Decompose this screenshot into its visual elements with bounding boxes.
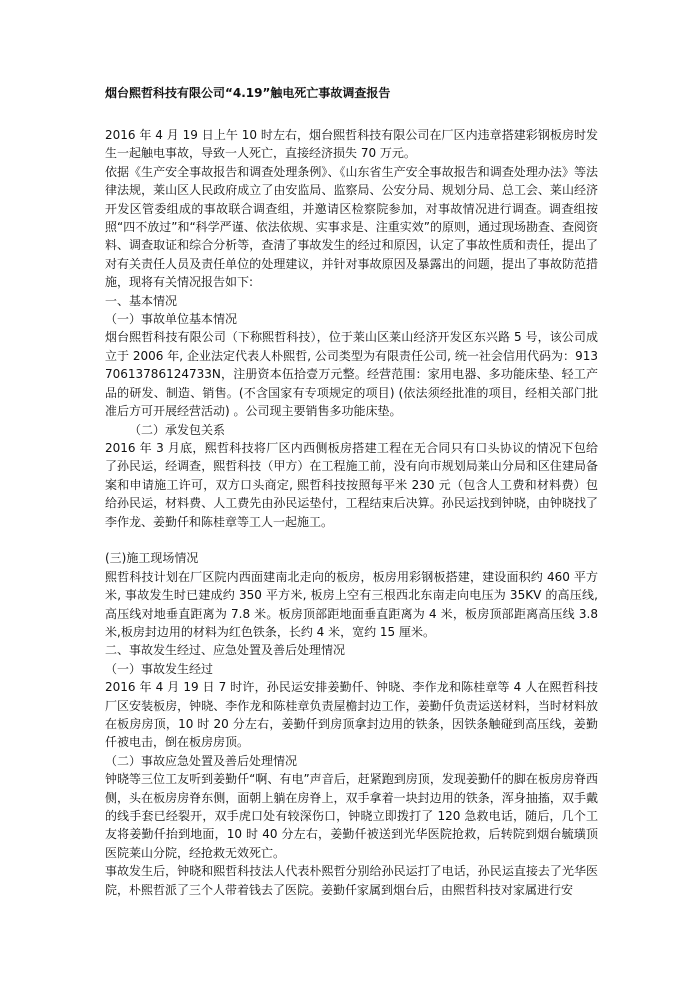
document-body: [105, 126, 598, 899]
heading-basic-info: 一、基本情况: [105, 293, 178, 308]
heading-accident-process: 二、事故发生经过、应急处置及善后处理情况: [105, 643, 346, 658]
subheading-emergency: （二）事故应急处置及善后处理情况: [105, 753, 298, 768]
paragraph-accident-process: 2016 年 4 月 19 日 7 时许，孙民运安排姜勤仟、钟晓、李作龙和陈桂章等 4 人在熙哲科技厂区安装板房，钟晓、李作龙和陈桂章负责屋檐封边工作，姜勤仟负责运送材料，当时材料放在板房房顶，10 时 20 分左右，姜勤仟到房顶拿封边用的铁条，因铁条触碰到高压线，姜勤仟被电击，倒在板房房顶。: [105, 680, 598, 750]
paragraph-contract: 2016 年 3 月底，熙哲科技将厂区内西侧板房搭建工程在无合同只有口头协议的情况下包给了孙民运，经调查，熙哲科技（甲方）在工程施工前，没有向市规划局莱山分局和区住建局备案和申请施工许可，双方口头商定, 熙哲科技按照每平米 230 元（包含人工费和材料费）包给孙民运，材料费、人工费先由孙民运垫付，工程结束后决算。孙民运找到钟晓，由钟晓找了李作龙、姜勤仟和陈桂章等工人一起施工。: [105, 440, 598, 529]
paragraph-summary: 2016 年 4 月 19 日上午 10 时左右，烟台熙哲科技有限公司在厂区内违章搭建彩钢板房时发生一起触电事故，导致一人死亡，直接经济损失 70 万元。: [105, 128, 598, 161]
paragraph-company-info: 烟台熙哲科技有限公司（下称熙哲科技），位于莱山区莱山经济开发区东兴路 5 号，该公司成立于 2006 年, 企业法定代表人朴熙哲, 公司类型为有限责任公司, 统一社会信用代码为：91370613786124733N，注册资本伍拾壹万元整。经营范围：家用电器、多功能床垫、轻工产品的研发、制造、销售。(不含国家有专项规定的项目) (依法须经批准的项目，经相关部门批准后方可开展经营活动) 。公司现主要销售多功能床垫。: [105, 330, 598, 419]
subheading-contract: （二）承发包关系: [129, 422, 226, 437]
paragraph-site: 熙哲科技计划在厂区院内西面建南北走向的板房，板房用彩钢板搭建，建设面积约 460 平方米, 事故发生时已建成约 350 平方米, 板房上空有三根西北东南走向电压为 35KV 的高压线, 高压线对地垂直距离为 7.8 米。板房顶部距地面垂直距离为 4 米，板房顶部距离高压线 3.8 米,板房封边用的材料为红色铁条，长约 4 米，宽约 15 厘米。: [105, 569, 598, 639]
paragraph-emergency: 钟晓等三位工友听到姜勤仟“啊、有电”声音后，赶紧跑到房顶，发现姜勤仟的脚在板房房脊西侧，头在板房房脊东侧，面朝上躺在房脊上，双手拿着一块封边用的铁条，浑身抽搐，双手戴的线手套已经裂开，双手虎口处有较深伤口，钟晓立即拨打了 120 急救电话，随后，几个工友将姜勤仟抬到地面，10 时 40 分左右，姜勤仟被送到光华医院抢救，后转院到烟台毓璜顶医院莱山分院，经抢救无效死亡。: [105, 772, 598, 860]
subheading-accident-process: （一）事故发生经过: [105, 661, 214, 676]
document-title: 烟台熙哲科技有限公司“4.19”触电死亡事故调查报告: [105, 86, 391, 100]
paragraph-investigation-basis: 依据《生产安全事故报告和调查处理条例》、《山东省生产安全事故报告和调查处理办法》等法律法规，莱山区人民政府成立了由安监局、监察局、公安分局、规划分局、总工会、莱山经济开发区管委组成的事故联合调查组，并邀请区检察院参加，对事故情况进行调查。调查组按照“四不放过”和“科学严谨、依法依规、实事求是、注重实效”的原则，通过现场勘查、查阅资料、调查取证和综合分析等，查清了事故发生的经过和原因，认定了事故性质和责任，提出了对有关责任人员及责任单位的处理建议，并针对事故原因及暴露出的问题，提出了事故防范措施，现将有关情况报告如下:: [105, 164, 598, 290]
subheading-company-info: （一）事故单位基本情况: [105, 312, 238, 327]
paragraph-aftermath: 事故发生后，钟晓和熙哲科技法人代表朴熙哲分别给孙民运打了电话，孙民运直接去了光华医院，朴熙哲派了三个人带着钱去了医院。姜勤仟家属到烟台后，由熙哲科技对家属进行安: [105, 864, 598, 897]
subheading-site: (三)施工现场情况: [105, 551, 199, 566]
